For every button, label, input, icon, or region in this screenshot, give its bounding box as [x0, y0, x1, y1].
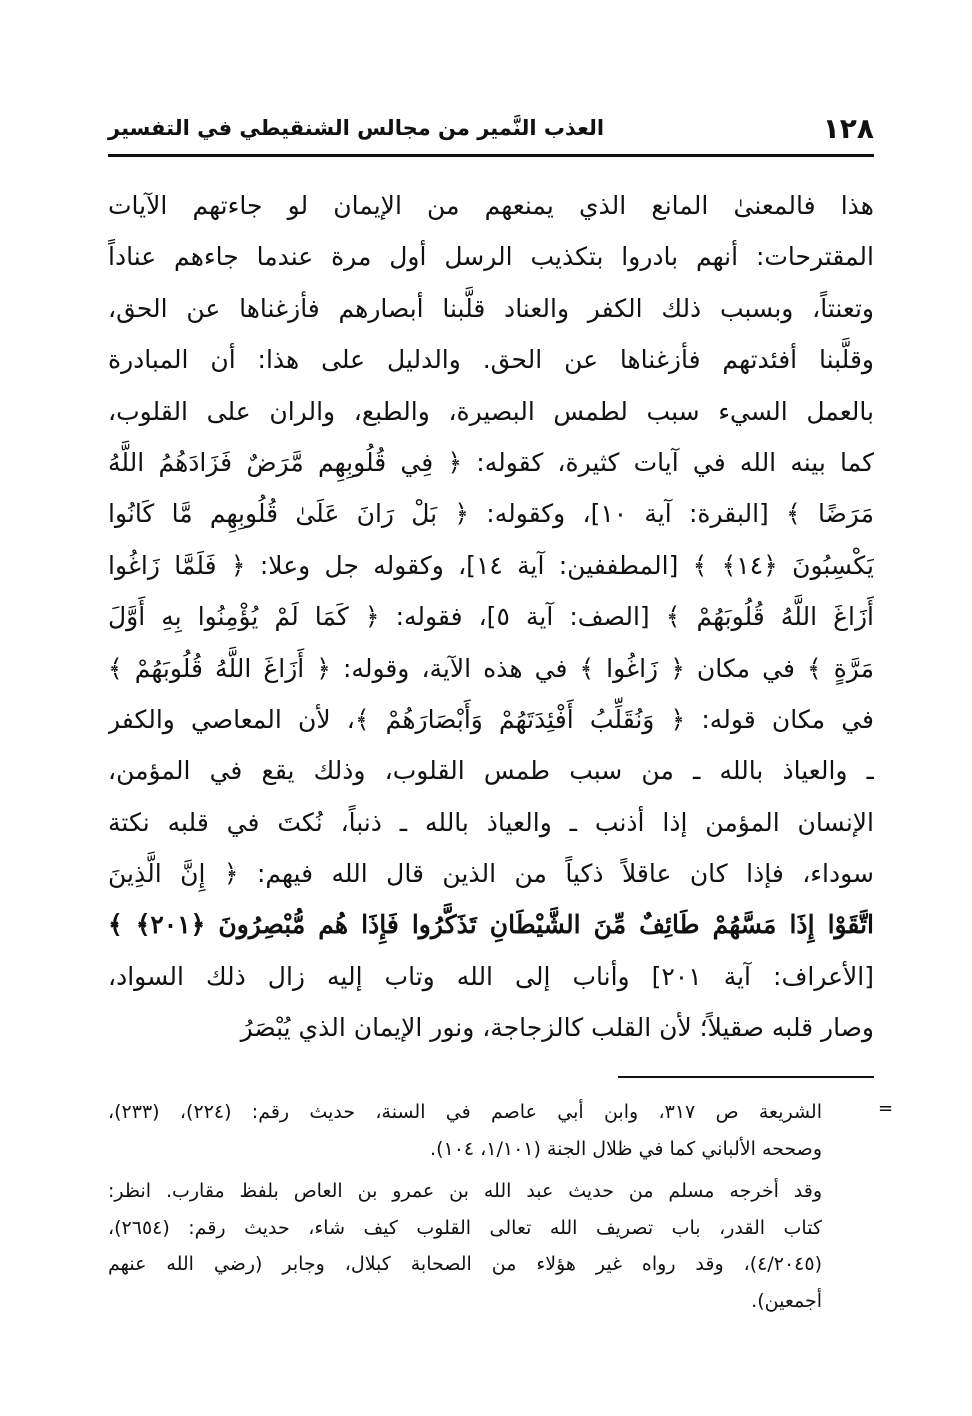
page-number: ١٢٨: [822, 112, 874, 145]
body-line: هذا فالمعنىٰ المانع الذي يمنعهم من الإيمان لو جاءتهم الآيات: [108, 191, 874, 220]
body-line-quran-verse: اتَّقَوْا إِذَا مَسَّهُمْ طَائِفٌ مِّنَ الشَّيْطَانِ تَذَكَّرُوا فَإِذَا هُم مُّبْصِرُونَ ﴿٢٠١﴾ ﴾: [108, 910, 874, 940]
body-line: [الأعراف: آية ٢٠١] وأناب إلى الله وتاب إليه زال ذلك السواد،: [108, 961, 874, 991]
body-line: سوداء، فإذا كان عاقلاً ذكياً من الذين قال الله فيهم: ﴿ إِنَّ الَّذِينَ: [108, 859, 874, 889]
body-line: في مكان قوله: ﴿ وَنُقَلِّبُ أَفْئِدَتَهُمْ وَأَبْصَارَهُمْ ﴾، لأن المعاصي والكفر: [108, 704, 874, 734]
footnotes: [108, 1094, 822, 1319]
body-text: [108, 180, 874, 1054]
footnote-line: وصححه الألباني كما في ظلال الجنة (١/١٠١، ١٠٤).: [430, 1137, 822, 1160]
body-line: يَكْسِبُونَ ﴿١٤﴾ ﴾ [المطففين: آية ١٤]، وكقوله جل وعلا: ﴿ فَلَمَّا زَاغُوا: [108, 550, 874, 580]
body-line: بالعمل السيء سبب لطمس البصيرة، والطبع، والران على القلوب،: [108, 396, 874, 426]
footnote-line: (٤/٢٠٤٥)، وقد رواه غير هؤلاء من الصحابة كبلال، وجابر (رضي الله عنهم: [108, 1253, 822, 1275]
footnote-line: كتاب القدر، باب تصريف الله تعالى القلوب كيف شاء، حديث رقم: (٢٦٥٤)،: [108, 1216, 822, 1239]
body-line: وتعنتاً، وبسبب ذلك الكفر والعناد قلَّبنا أبصارهم فأزغناها عن الحق،: [108, 293, 874, 323]
footnote-line: وقد أخرجه مسلم من حديث عبد الله بن عمرو بن العاص بلفظ مقارب. انظر:: [108, 1180, 822, 1202]
body-line: الإنسان المؤمن إذا أذنب ـ والعياذ بالله ـ ذنباً، نُكتَ في قلبه نكتة: [108, 807, 874, 837]
footnote-separator: [618, 1076, 874, 1078]
footnote-line: أجمعين).: [751, 1289, 822, 1312]
body-line: ـ والعياذ بالله ـ من سبب طمس القلوب، وذلك يقع في المؤمن،: [108, 756, 874, 786]
body-line: المقترحات: أنهم بادروا بتكذيب الرسل أول مرة عندما جاءهم عناداً: [108, 242, 874, 272]
body-line: مَرَّةٍ ﴾ في مكان ﴿ زَاغُوا ﴾ في هذه الآية، وقوله: ﴿ أَزَاغَ اللَّهُ قُلُوبَهُمْ ﴾: [108, 653, 874, 683]
footnote-line: الشريعة ص ٣١٧، وابن أبي عاصم في السنة، حديث رقم: (٢٢٤)، (٢٣٣)،: [108, 1101, 822, 1123]
footnote-block: [108, 1173, 822, 1319]
body-line: أَزَاغَ اللَّهُ قُلُوبَهُمْ ﴾ [الصف: آية ٥]، فقوله: ﴿ كَمَا لَمْ يُؤْمِنُوا بِهِ أَوَّلَ: [108, 602, 874, 632]
footnote-block: [108, 1094, 822, 1167]
running-title: العذب النَّمير من مجالس الشنقيطي في التفسير: [108, 116, 605, 140]
header-rule: [108, 154, 874, 157]
body-line: كما بينه الله في آيات كثيرة، كقوله: ﴿ فِي قُلُوبِهِم مَّرَضٌ فَزَادَهُمُ اللَّهُ: [108, 447, 874, 477]
page-header: [108, 112, 874, 148]
body-line: وصار قلبه صقيلاً؛ لأن القلب كالزجاجة، ونور الإيمان الذي يُبْصَرُ: [240, 1013, 874, 1043]
footnote-continuation-mark: =: [878, 1098, 894, 1119]
body-line: مَرَضًا ﴾ [البقرة: آية ١٠]، وكقوله: ﴿ بَلْ رَانَ عَلَىٰ قُلُوبِهِم مَّا كَانُوا: [108, 499, 874, 529]
body-line: وقلَّبنا أفئدتهم فأزغناها عن الحق. والدليل على هذا: أن المبادرة: [108, 345, 874, 375]
